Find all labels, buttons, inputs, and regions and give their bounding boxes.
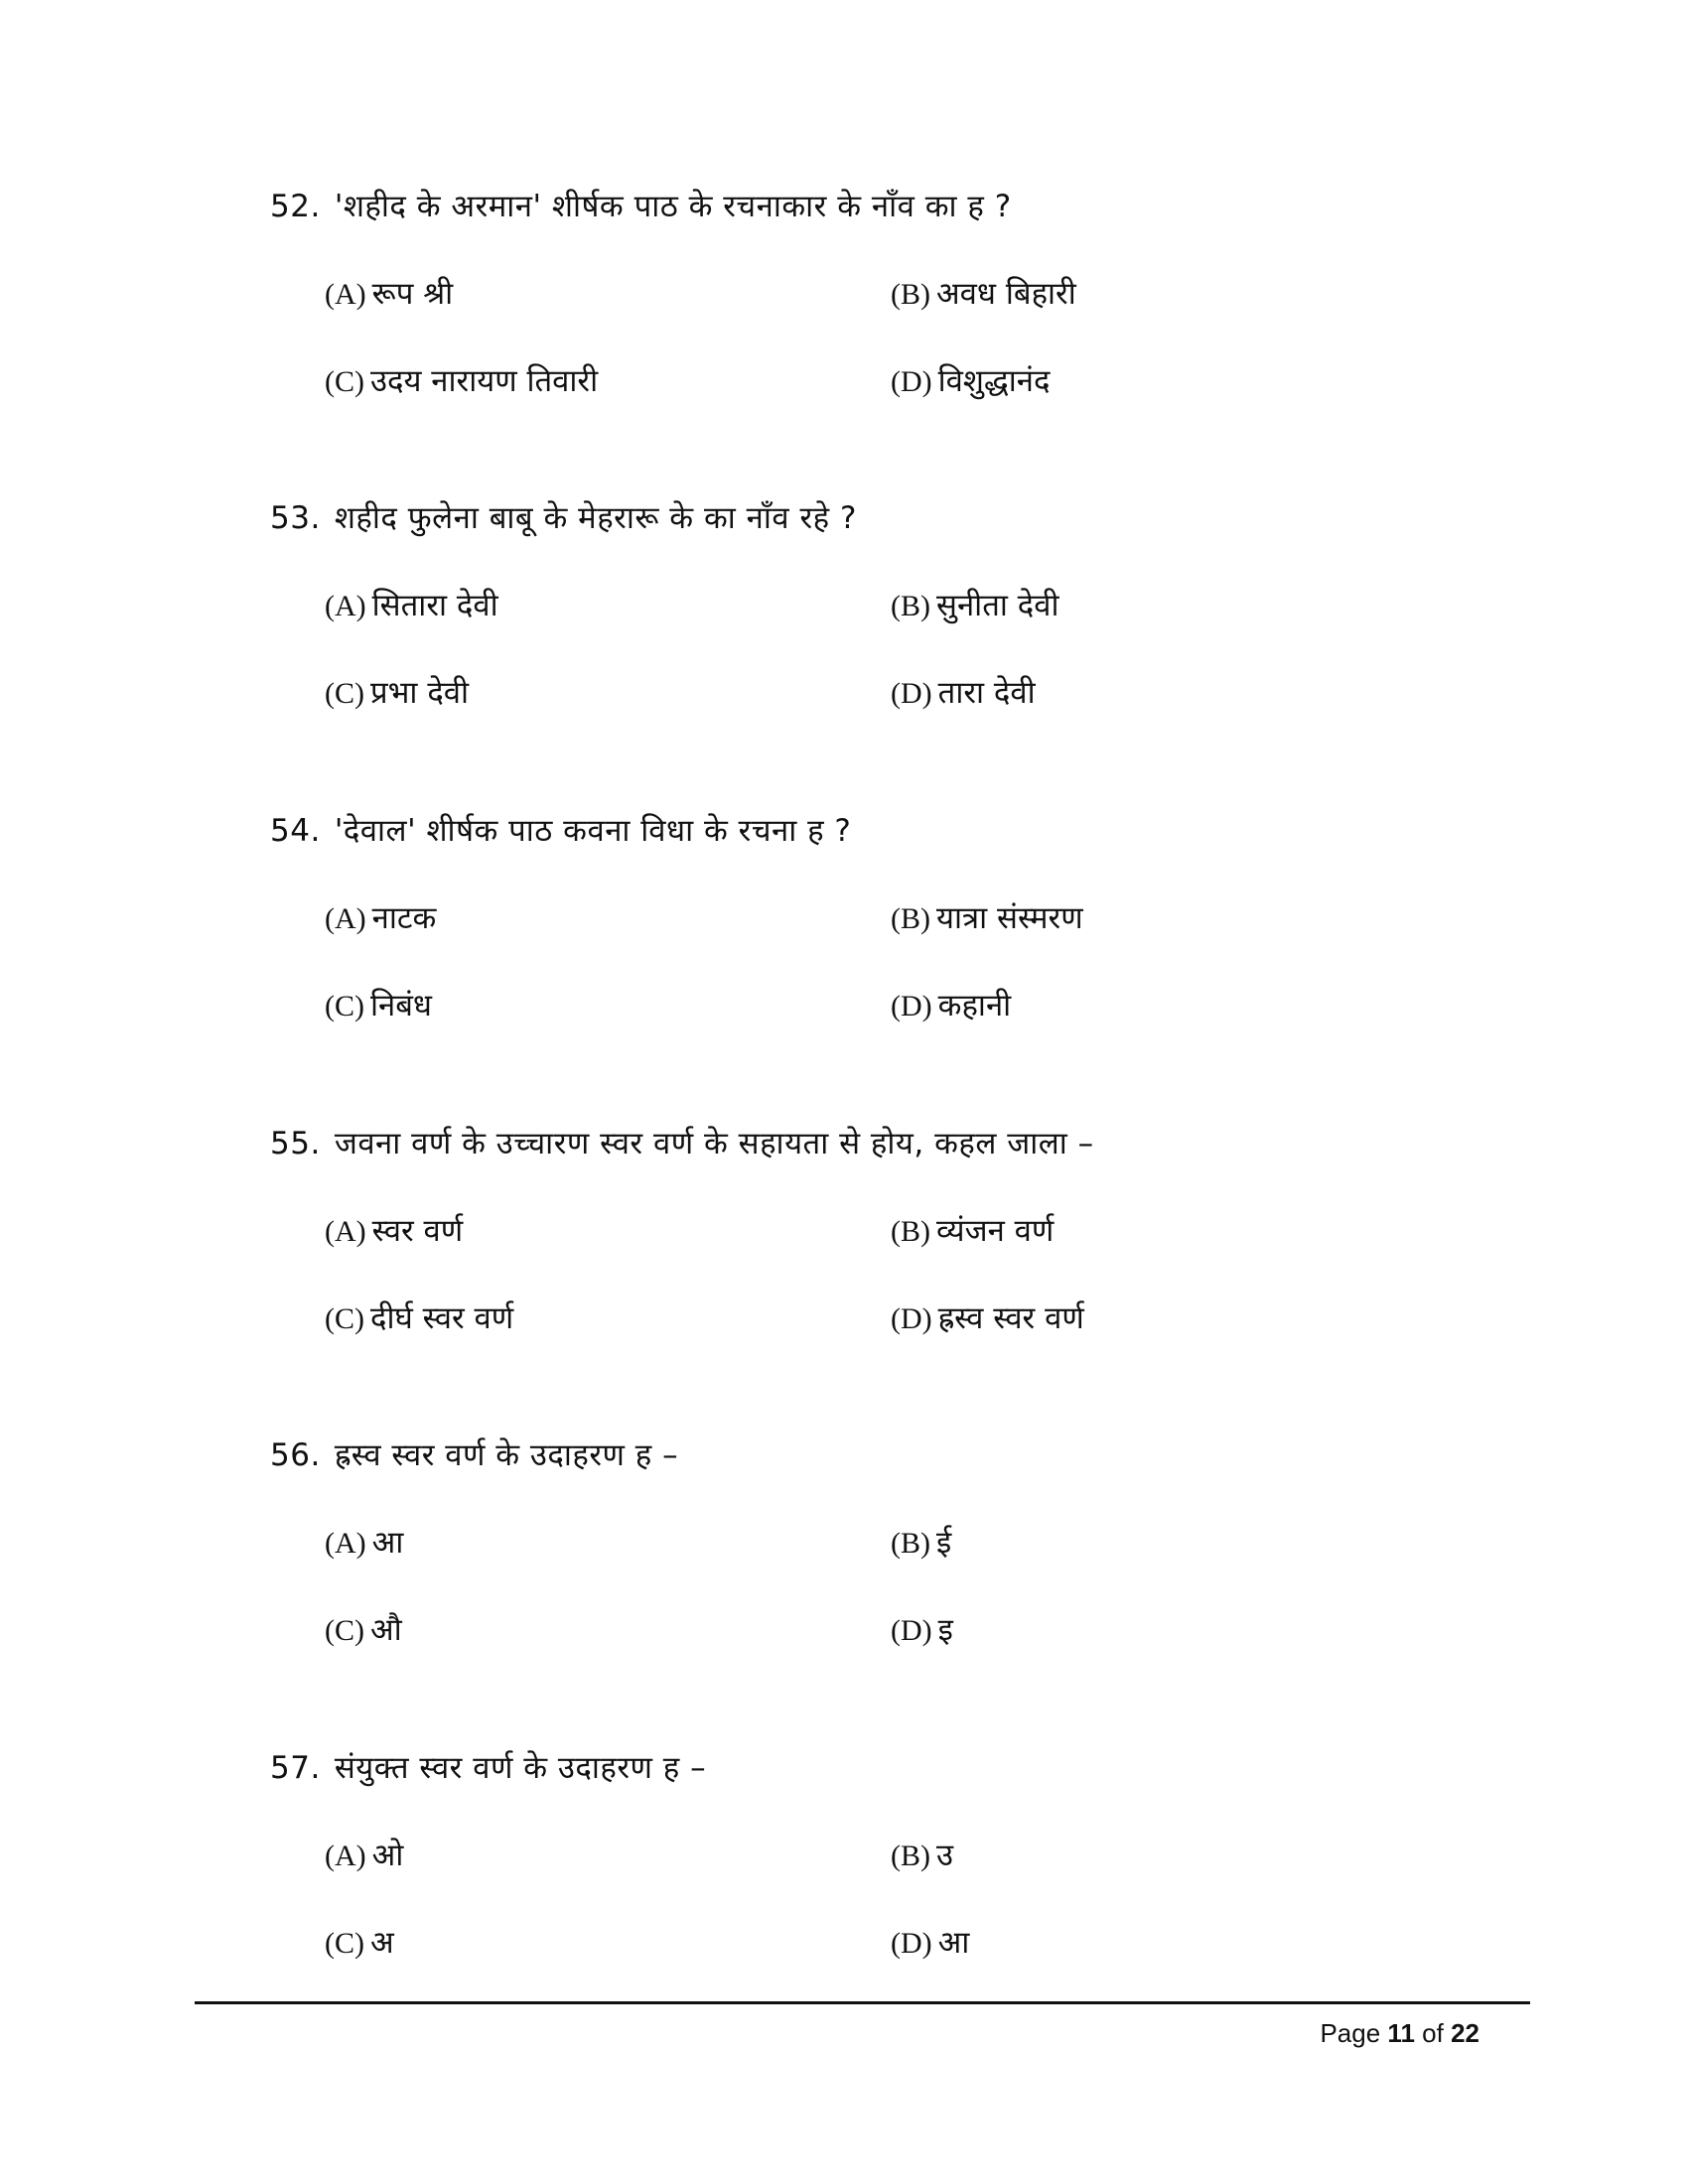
option-d bbox=[891, 1608, 953, 1653]
option-letter: (D) bbox=[891, 990, 932, 1023]
question-number: 56. bbox=[270, 1437, 321, 1473]
question-52 bbox=[270, 185, 1521, 403]
option-text: प्रभा देवी bbox=[370, 675, 470, 711]
question-number: 52. bbox=[270, 189, 321, 224]
option-letter: (C) bbox=[325, 1927, 364, 1960]
question-text bbox=[270, 496, 1521, 540]
option-letter: (B) bbox=[891, 590, 930, 622]
option-letter: (C) bbox=[325, 990, 364, 1023]
option-c bbox=[325, 671, 469, 716]
option-text: इ bbox=[937, 1612, 953, 1648]
option-b bbox=[891, 1834, 953, 1878]
option-letter: (A) bbox=[325, 278, 366, 311]
option-text: औ bbox=[370, 1612, 402, 1648]
option-letter: (A) bbox=[325, 1840, 366, 1872]
question-number: 54. bbox=[270, 813, 321, 849]
options-row-1 bbox=[270, 1834, 1521, 1877]
question-text bbox=[270, 1746, 1521, 1790]
question-text bbox=[270, 809, 1521, 853]
options-row-2 bbox=[270, 984, 1521, 1027]
option-text: आ bbox=[937, 1925, 970, 1961]
question-number: 53. bbox=[270, 500, 321, 536]
options-row-2 bbox=[270, 1297, 1521, 1340]
option-letter: (B) bbox=[891, 1215, 930, 1248]
option-b bbox=[891, 584, 1058, 628]
option-letter: (D) bbox=[891, 1927, 932, 1960]
option-letter: (A) bbox=[325, 1215, 366, 1248]
option-d bbox=[891, 1921, 969, 1966]
option-b bbox=[891, 272, 1076, 317]
page-word: Page bbox=[1320, 2018, 1381, 2048]
question-number: 57. bbox=[270, 1750, 321, 1786]
option-letter: (D) bbox=[891, 1302, 932, 1335]
option-text: विशुद्धानंद bbox=[937, 363, 1051, 399]
option-text: सितारा देवी bbox=[371, 588, 498, 623]
question-57 bbox=[270, 1746, 1521, 1965]
option-letter: (C) bbox=[325, 1614, 364, 1647]
option-d bbox=[891, 984, 1011, 1028]
option-text: स्वर वर्ण bbox=[371, 1213, 464, 1249]
option-letter: (D) bbox=[891, 1614, 932, 1647]
option-text: उ bbox=[936, 1838, 953, 1873]
question-stem: 'देवाल' शीर्षक पाठ कवना विधा के रचना ह ? bbox=[334, 813, 852, 849]
options-row-2 bbox=[270, 1921, 1521, 1965]
option-text: नाटक bbox=[371, 900, 437, 936]
question-text bbox=[270, 1433, 1521, 1477]
option-letter: (B) bbox=[891, 1840, 930, 1872]
question-55 bbox=[270, 1122, 1521, 1340]
option-letter: (C) bbox=[325, 365, 364, 398]
option-c bbox=[325, 359, 598, 404]
option-letter: (B) bbox=[891, 278, 930, 311]
option-b bbox=[891, 896, 1083, 941]
option-d bbox=[891, 1297, 1084, 1341]
option-letter: (A) bbox=[325, 590, 366, 622]
option-text: निबंध bbox=[370, 988, 432, 1024]
question-text bbox=[270, 1122, 1521, 1165]
question-stem: संयुक्त स्वर वर्ण के उदाहरण ह – bbox=[334, 1750, 707, 1786]
page-number bbox=[1320, 2013, 1479, 2053]
option-letter: (B) bbox=[891, 1527, 930, 1560]
option-letter: (C) bbox=[325, 677, 364, 710]
option-a bbox=[325, 1834, 403, 1878]
footer-divider bbox=[195, 2001, 1530, 2004]
option-b bbox=[891, 1521, 951, 1566]
options-row-1 bbox=[270, 1209, 1521, 1253]
option-letter: (D) bbox=[891, 677, 932, 710]
options-row-1 bbox=[270, 896, 1521, 940]
options-row-2 bbox=[270, 671, 1521, 715]
total-pages: 22 bbox=[1451, 2018, 1479, 2048]
option-letter: (C) bbox=[325, 1302, 364, 1335]
current-page: 11 bbox=[1387, 2018, 1415, 2048]
option-b bbox=[891, 1209, 1054, 1254]
options-row-1 bbox=[270, 584, 1521, 627]
option-text: दीर्घ स्वर वर्ण bbox=[370, 1300, 514, 1336]
option-letter: (A) bbox=[325, 1527, 366, 1560]
question-56 bbox=[270, 1433, 1521, 1652]
option-text: तारा देवी bbox=[937, 675, 1036, 711]
option-letter: (B) bbox=[891, 902, 930, 935]
option-c bbox=[325, 984, 432, 1028]
option-text: कहानी bbox=[937, 988, 1012, 1024]
option-letter: (A) bbox=[325, 902, 366, 935]
option-text: ओ bbox=[371, 1838, 404, 1873]
question-53 bbox=[270, 496, 1521, 715]
option-a bbox=[325, 584, 498, 628]
option-text: आ bbox=[371, 1525, 404, 1561]
option-d bbox=[891, 671, 1036, 716]
question-stem: शहीद फुलेना बाबू के मेहरारू के का नाँव रहे ? bbox=[334, 500, 857, 536]
option-text: ह्रस्व स्वर वर्ण bbox=[937, 1300, 1084, 1336]
question-stem: 'शहीद के अरमान' शीर्षक पाठ के रचनाकार के नाँव का ह ? bbox=[334, 189, 1012, 224]
of-word: of bbox=[1422, 2018, 1444, 2048]
question-54 bbox=[270, 809, 1521, 1027]
option-c bbox=[325, 1608, 402, 1653]
options-row-2 bbox=[270, 1608, 1521, 1652]
option-c bbox=[325, 1921, 394, 1966]
question-number: 55. bbox=[270, 1126, 321, 1161]
option-a bbox=[325, 1521, 403, 1566]
question-stem: ह्रस्व स्वर वर्ण के उदाहरण ह – bbox=[334, 1437, 679, 1473]
options-row-1 bbox=[270, 1521, 1521, 1565]
question-text bbox=[270, 185, 1521, 228]
option-text: रूप श्री bbox=[371, 276, 454, 312]
option-text: सुनीता देवी bbox=[936, 588, 1059, 623]
option-d bbox=[891, 359, 1050, 404]
option-a bbox=[325, 896, 436, 941]
question-stem: जवना वर्ण के उच्चारण स्वर वर्ण के सहायता से होय, कहल जाला – bbox=[334, 1126, 1094, 1161]
options-row-1 bbox=[270, 272, 1521, 316]
option-a bbox=[325, 1209, 463, 1254]
option-text: अवध बिहारी bbox=[936, 276, 1076, 312]
option-text: यात्रा संस्मरण bbox=[936, 900, 1083, 936]
option-text: अ bbox=[370, 1925, 394, 1961]
option-letter: (D) bbox=[891, 365, 932, 398]
option-text: व्यंजन वर्ण bbox=[936, 1213, 1055, 1249]
option-text: ई bbox=[936, 1525, 952, 1561]
option-text: उदय नारायण तिवारी bbox=[370, 363, 599, 399]
options-row-2 bbox=[270, 359, 1521, 403]
option-a bbox=[325, 272, 453, 317]
option-c bbox=[325, 1297, 513, 1341]
